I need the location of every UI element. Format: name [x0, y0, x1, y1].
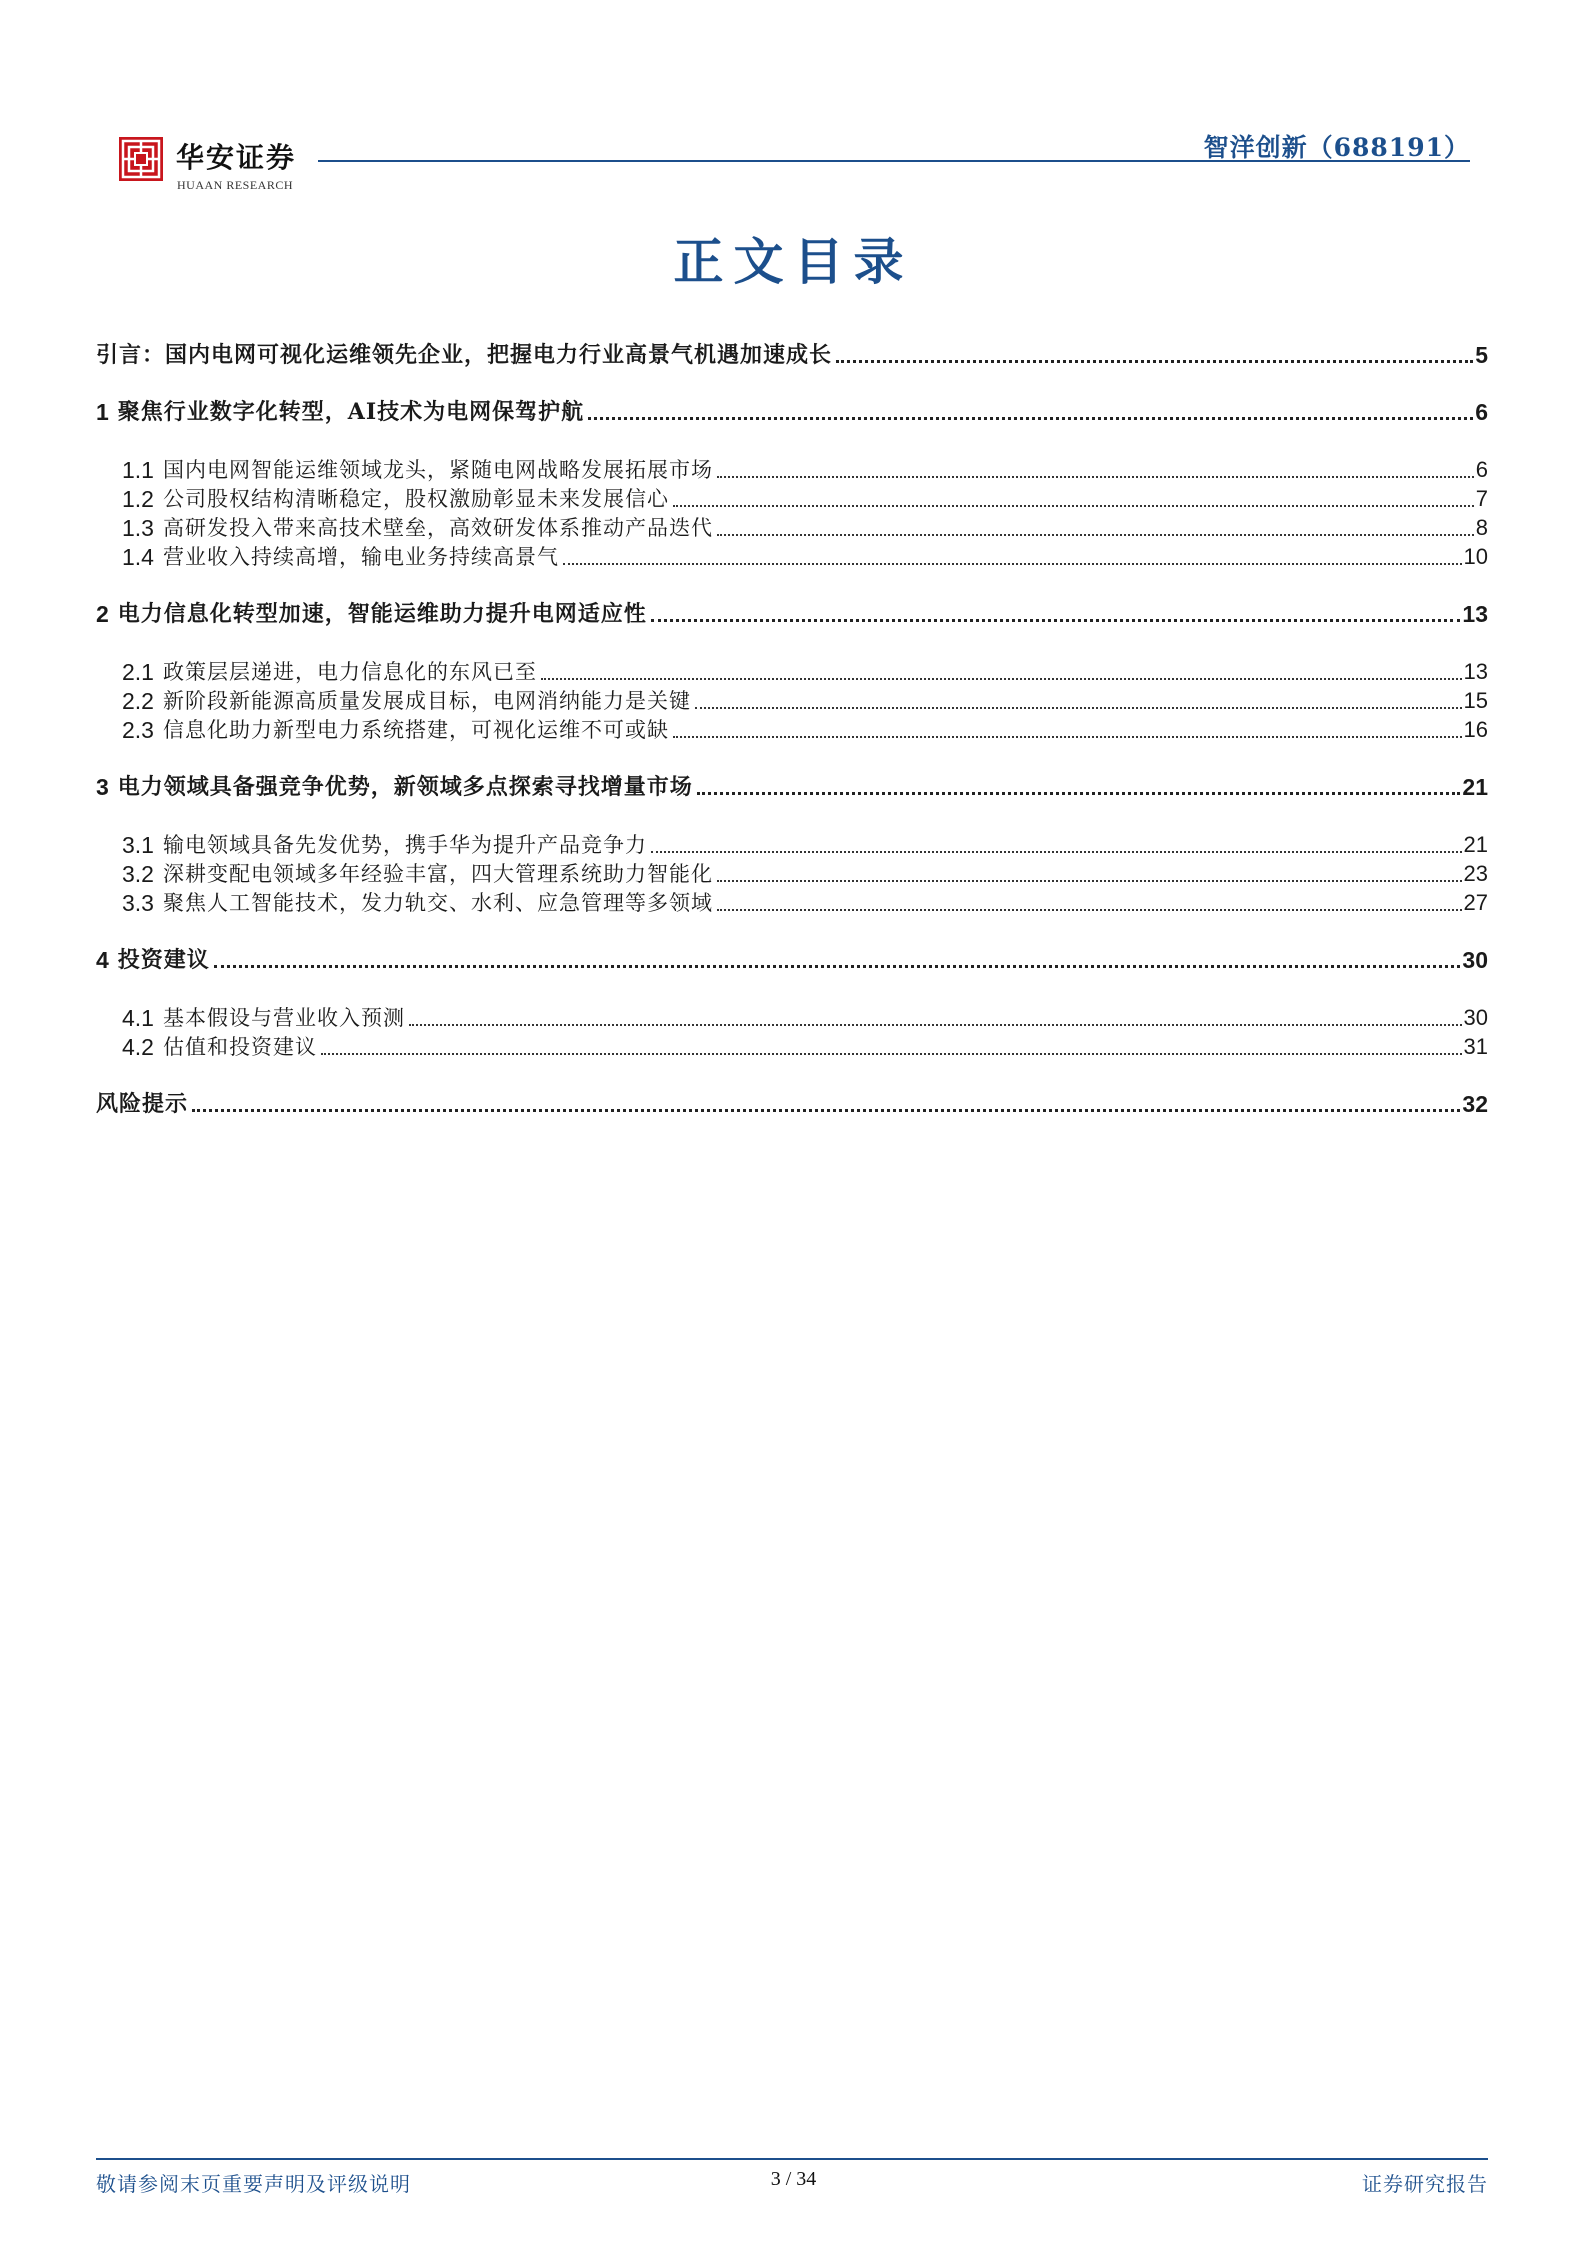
- toc-entry-title: 风险提示: [96, 1091, 189, 1117]
- toc-leader-dots: [717, 534, 1474, 536]
- toc-leader-dots: [563, 563, 1462, 565]
- toc-entry-page: 15: [1463, 688, 1488, 713]
- toc-entry[interactable]: [96, 772, 1488, 802]
- toc-entry-title: 深耕变配电领域多年经验丰富，四大管理系统助力智能化: [162, 862, 713, 886]
- toc-leader-dots: [695, 707, 1462, 709]
- toc-entry[interactable]: [96, 945, 1488, 975]
- toc-entry[interactable]: [122, 513, 1488, 543]
- toc-entry-title: 高研发投入带来高技术壁垒，高效研发体系推动产品迭代: [162, 516, 713, 540]
- toc-entry-number: 2.2: [122, 688, 154, 714]
- toc-entry-page: 16: [1463, 717, 1488, 742]
- toc-entry-page: 6: [1475, 457, 1488, 482]
- toc-entry-title: 新阶段新能源高质量发展成目标，电网消纳能力是关键: [162, 689, 691, 713]
- toc-entry-number: 3: [96, 774, 109, 800]
- toc-leader-dots: [321, 1053, 1462, 1055]
- toc-entry-page: 27: [1463, 890, 1488, 915]
- toc-entry[interactable]: [122, 1032, 1488, 1062]
- toc-entry-title: 政策层层递进，电力信息化的东风已至: [162, 660, 537, 684]
- toc-entry-page: 8: [1475, 515, 1488, 540]
- toc-entry-page: 13: [1463, 659, 1488, 684]
- toc-entry-page: 21: [1462, 774, 1488, 800]
- footer-disclaimer: 敬请参阅末页重要声明及评级说明: [96, 2172, 411, 2196]
- toc-leader-dots: [673, 505, 1474, 507]
- toc-entry-page: 6: [1475, 399, 1488, 425]
- toc-entry-title: 投资建议: [117, 947, 210, 973]
- toc-entry[interactable]: [122, 484, 1488, 514]
- toc-entry-title: 基本假设与营业收入预测: [162, 1006, 405, 1030]
- toc-leader-dots: [651, 619, 1461, 622]
- toc-entry-number: 4.1: [122, 1005, 154, 1031]
- logo-cn-text: 华安证券: [176, 141, 297, 174]
- toc-entry[interactable]: [122, 686, 1488, 716]
- toc-entry-page: 7: [1475, 486, 1488, 511]
- toc-leader-dots: [651, 851, 1462, 853]
- toc-entry-title: 电力信息化转型加速，智能运维助力提升电网适应性: [117, 601, 647, 627]
- toc-leader-dots: [836, 360, 1473, 363]
- toc-entry[interactable]: [122, 715, 1488, 745]
- toc-entry-title: 聚焦行业数字化转型，AI技术为电网保驾护航: [117, 399, 585, 425]
- toc-leader-dots: [409, 1024, 1462, 1026]
- footer-rule: [96, 2158, 1488, 2160]
- toc-entry-page: 13: [1462, 601, 1488, 627]
- toc-entry-page: 30: [1463, 1005, 1488, 1030]
- toc-leader-dots: [588, 417, 1473, 420]
- toc-entry[interactable]: [122, 657, 1488, 687]
- toc-entry[interactable]: [122, 830, 1488, 860]
- toc-entry[interactable]: [122, 455, 1488, 485]
- huaan-logo: [118, 136, 318, 198]
- toc-entry-title: 公司股权结构清晰稳定，股权激励彰显未来发展信心: [162, 487, 669, 511]
- toc-entry-page: 23: [1463, 861, 1488, 886]
- huaan-seal-icon: [118, 136, 164, 182]
- toc-entry-page: 32: [1462, 1091, 1488, 1117]
- company-code: 智洋创新（688191）: [1203, 133, 1470, 162]
- toc-leader-dots: [541, 678, 1462, 680]
- toc-entry[interactable]: [122, 888, 1488, 918]
- toc-leader-dots: [717, 880, 1462, 882]
- toc-leader-dots: [192, 1109, 1460, 1112]
- toc-entry-number: 1.2: [122, 486, 154, 512]
- toc-entry-number: 1: [96, 399, 109, 425]
- toc-entry-number: 1.4: [122, 544, 154, 570]
- toc-entry-number: 1.3: [122, 515, 154, 541]
- toc-leader-dots: [717, 476, 1474, 478]
- toc-entry-title: 输电领域具备先发优势，携手华为提升产品竞争力: [162, 833, 647, 857]
- page-title: 正文目录: [673, 232, 914, 291]
- toc-entry-number: 3.3: [122, 890, 154, 916]
- toc-entry-page: 21: [1463, 832, 1488, 857]
- toc-entry-number: 3.1: [122, 832, 154, 858]
- toc-entry-page: 31: [1463, 1034, 1488, 1059]
- toc-entry-number: 2.3: [122, 717, 154, 743]
- toc-entry[interactable]: [96, 1089, 1488, 1119]
- toc-entry-number: 4: [96, 947, 109, 973]
- toc-leader-dots: [717, 909, 1462, 911]
- toc-entry-page: 10: [1463, 544, 1488, 569]
- toc-entry-title: 聚焦人工智能技术，发力轨交、水利、应急管理等多领域: [162, 891, 713, 915]
- toc-entry-page: 30: [1462, 947, 1488, 973]
- toc-entry[interactable]: [96, 340, 1488, 370]
- toc-entry[interactable]: [96, 397, 1488, 427]
- toc-leader-dots: [697, 792, 1461, 795]
- toc-entry-title: 信息化助力新型电力系统搭建，可视化运维不可或缺: [162, 718, 669, 742]
- logo-en-text: HUAAN RESEARCH: [177, 178, 294, 192]
- page-header: [118, 128, 1470, 198]
- toc-entry-title: 估值和投资建议: [162, 1035, 317, 1059]
- footer-report-type: 证券研究报告: [1362, 2172, 1488, 2196]
- toc-entry-title: 电力领域具备强竞争优势，新领域多点探索寻找增量市场: [117, 774, 693, 800]
- toc-entry-page: 5: [1475, 342, 1488, 368]
- toc-entry-title: 营业收入持续高增，输电业务持续高景气: [162, 545, 559, 569]
- toc-entry-title: 国内电网智能运维领域龙头，紧随电网战略发展拓展市场: [162, 458, 713, 482]
- toc-leader-dots: [214, 965, 1461, 968]
- toc-entry-number: 2.1: [122, 659, 154, 685]
- toc-entry[interactable]: [96, 599, 1488, 629]
- toc-entry[interactable]: [122, 542, 1488, 572]
- toc-entry-number: 4.2: [122, 1034, 154, 1060]
- toc-entry-number: 3.2: [122, 861, 154, 887]
- toc-entry-number: 2: [96, 601, 109, 627]
- toc-entry-title: 引言：国内电网可视化运维领先企业，把握电力行业高景气机遇加速成长: [96, 342, 833, 368]
- toc-entry[interactable]: [122, 1003, 1488, 1033]
- toc-leader-dots: [673, 736, 1462, 738]
- toc-entry-number: 1.1: [122, 457, 154, 483]
- page-number: 3 / 34: [770, 2168, 817, 2190]
- toc-entry[interactable]: [122, 859, 1488, 889]
